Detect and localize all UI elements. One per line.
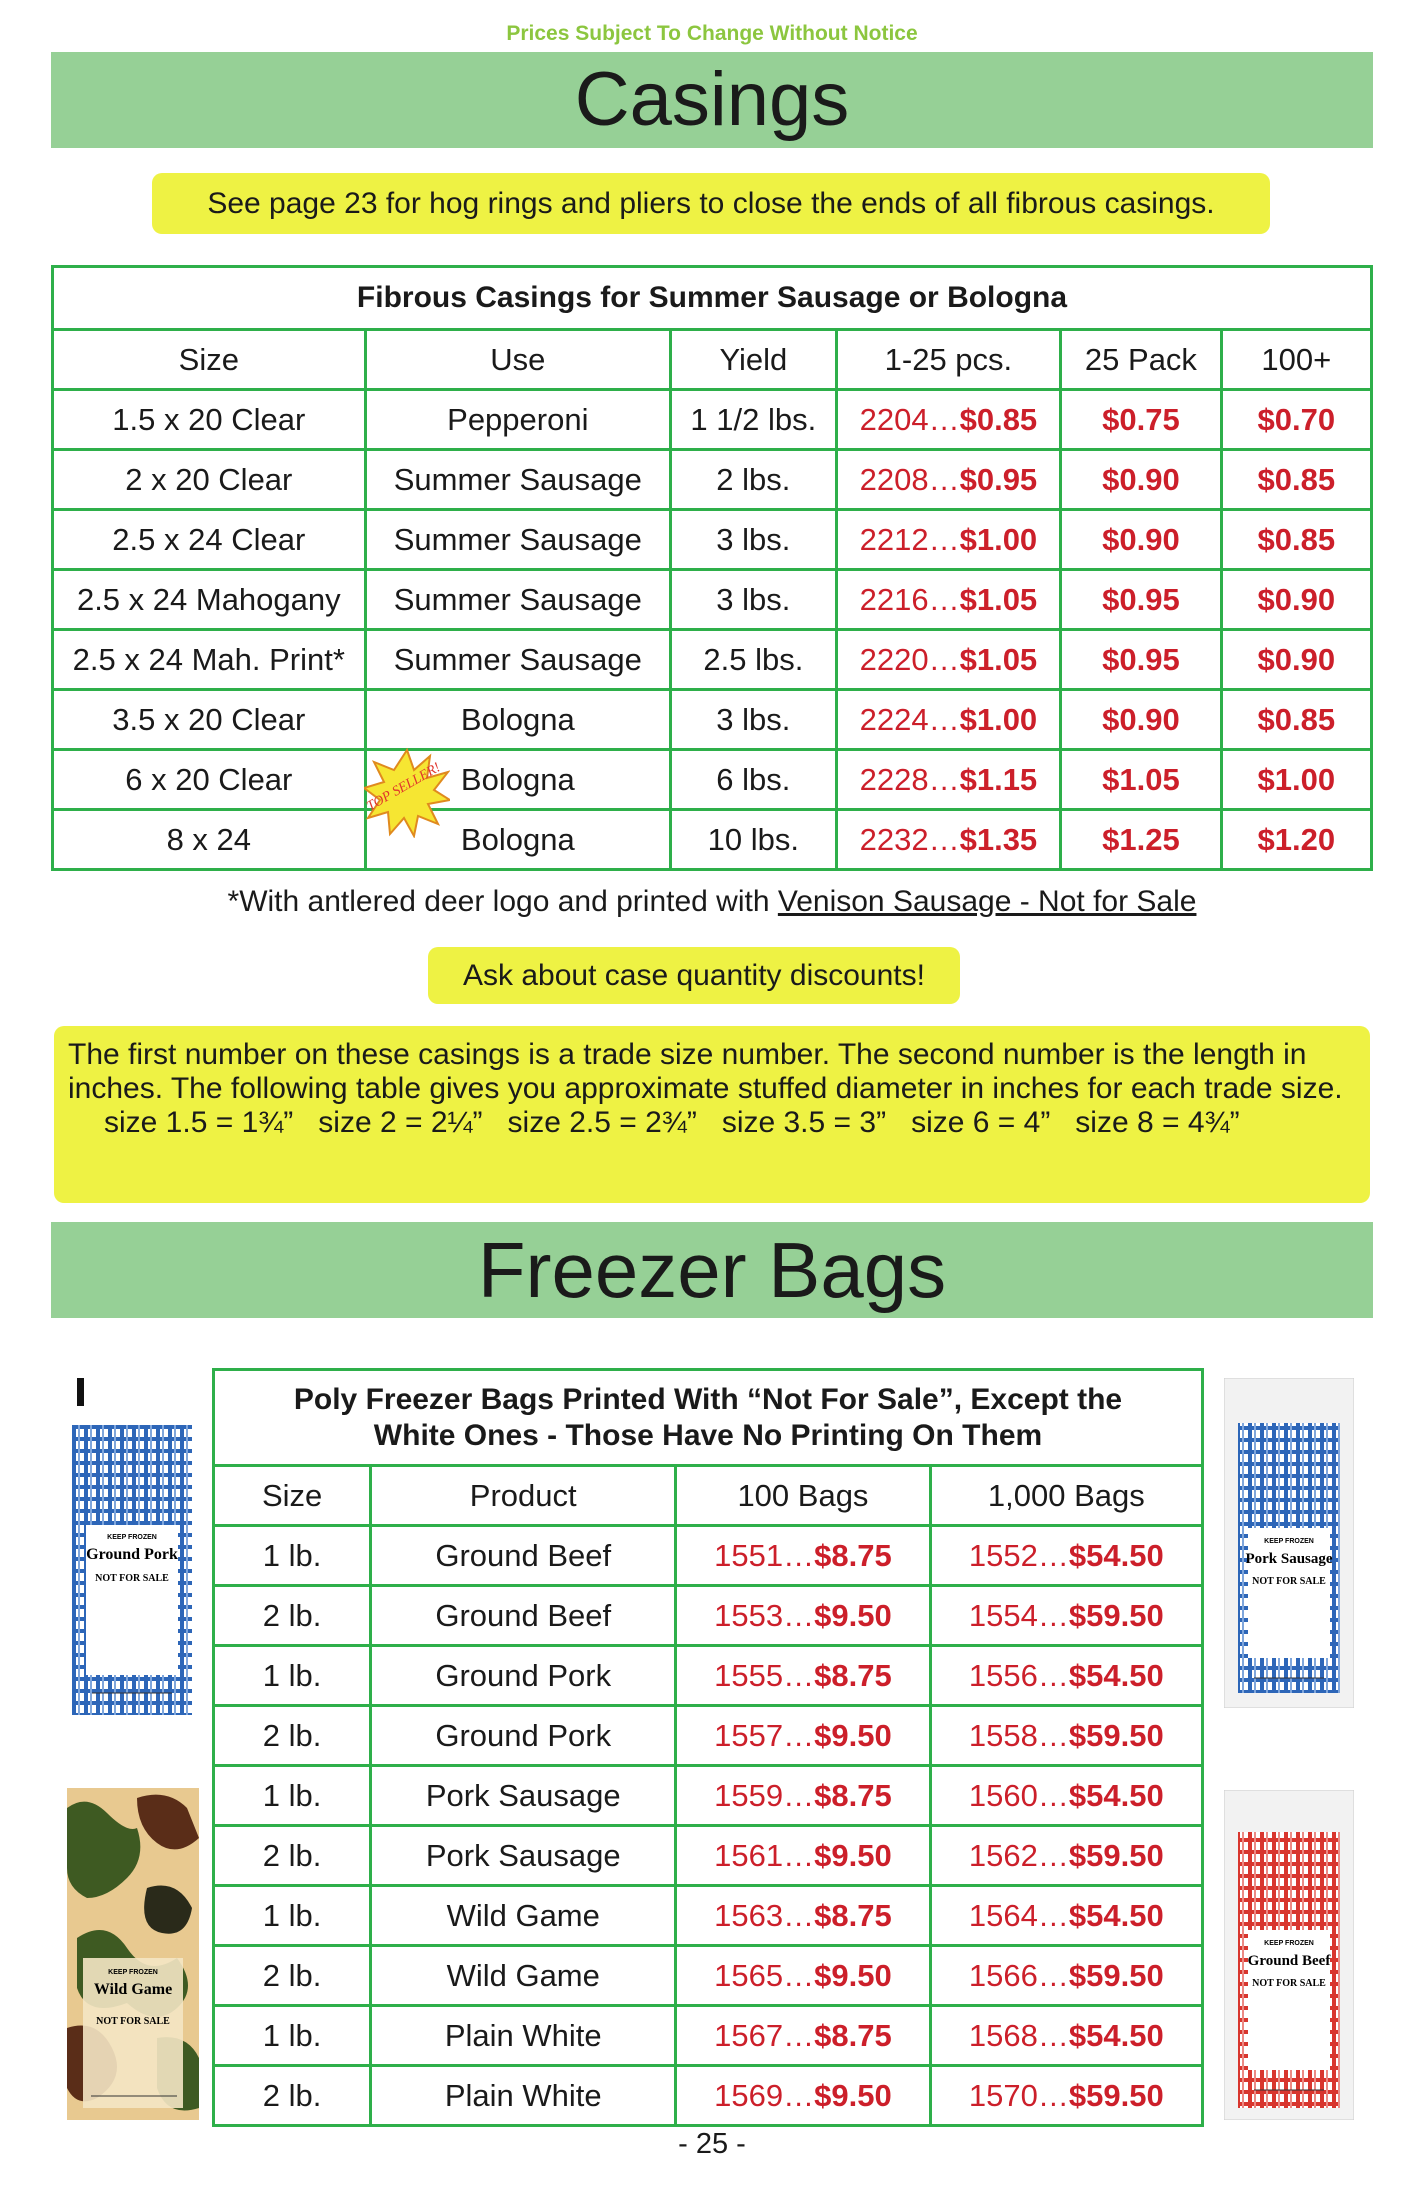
price-value: $1.15 <box>959 761 1038 797</box>
price-1000-bags <box>930 1586 1202 1646</box>
bag-product-label: Wild Game <box>93 1981 173 1998</box>
freezer-table-caption <box>214 1370 1203 1466</box>
not-for-sale-label: NOT FOR SALE <box>1252 1978 1326 1989</box>
casing-size: 8 x 24 <box>53 810 366 870</box>
casing-use: Pepperoni <box>365 390 670 450</box>
bag-product: Ground Beef <box>371 1586 676 1646</box>
price-value: $9.50 <box>814 1717 892 1753</box>
casing-use: Bologna <box>365 690 670 750</box>
leader-dots: … <box>928 401 960 437</box>
footnote-text: *With antlered deer logo and printed with <box>227 885 778 918</box>
freezer-table-caption-row <box>214 1370 1203 1466</box>
price-25-pack <box>1061 750 1222 810</box>
price-value: $0.85 <box>1257 701 1336 737</box>
price-1000-bags <box>930 2066 1202 2126</box>
price-value: $1.05 <box>1102 761 1180 797</box>
bag-size: 2 lb. <box>214 1946 371 2006</box>
price-1000-bags <box>930 2006 1202 2066</box>
price-100-bags <box>676 1706 930 1766</box>
casing-use: Summer Sausage <box>365 570 670 630</box>
price-value: $0.95 <box>1102 641 1180 677</box>
casing-yield: 3 lbs. <box>671 510 837 570</box>
casing-use: Bologna <box>365 810 670 870</box>
casing-yield: 3 lbs. <box>671 570 837 630</box>
bag-product: Plain White <box>371 2066 676 2126</box>
price-value: $1.05 <box>959 581 1038 617</box>
price-100-bags <box>676 2066 930 2126</box>
price-25-pack <box>1061 390 1222 450</box>
bag-product: Wild Game <box>371 1886 676 1946</box>
price-value: $59.50 <box>1068 1957 1164 1993</box>
bag-tick-mark <box>77 1378 84 1406</box>
item-number: 1561 <box>714 1837 784 1873</box>
casing-size: 3.5 x 20 Clear <box>53 690 366 750</box>
casing-yield: 2 lbs. <box>671 450 837 510</box>
price-100-plus <box>1221 690 1371 750</box>
price-100-bags <box>676 1886 930 1946</box>
item-number: 1562 <box>968 1837 1038 1873</box>
price-value: $54.50 <box>1068 1897 1164 1933</box>
leader-dots: … <box>928 521 960 557</box>
freezer-caption-line2: White Ones - Those Have No Printing On Them <box>373 1418 1043 1452</box>
price-1-25 <box>836 450 1061 510</box>
leader-dots: … <box>1037 1657 1069 1693</box>
keep-frozen-label: KEEP FROZEN <box>107 1534 157 1541</box>
top-seller-starburst-icon <box>364 748 450 838</box>
mahogany-print-footnote <box>0 885 1424 919</box>
leader-dots: … <box>783 1777 815 1813</box>
freezer-bags-table <box>212 1368 1204 2127</box>
bag-size: 1 lb. <box>214 2006 371 2066</box>
table-row <box>53 450 1372 510</box>
table-row <box>214 2066 1203 2126</box>
price-value: $0.95 <box>959 461 1038 497</box>
not-for-sale-label: NOT FOR SALE <box>1252 1576 1326 1587</box>
price-value: $1.35 <box>959 821 1038 857</box>
price-1-25 <box>836 390 1061 450</box>
price-1-25 <box>836 750 1061 810</box>
freezer-bags-banner: Freezer Bags <box>51 1222 1373 1318</box>
item-number: 2212 <box>859 521 929 557</box>
price-1000-bags <box>930 1826 1202 1886</box>
price-value: $54.50 <box>1068 1657 1164 1693</box>
price-100-plus <box>1221 630 1371 690</box>
casing-yield: 10 lbs. <box>671 810 837 870</box>
item-number: 1570 <box>968 2077 1038 2113</box>
price-25-pack <box>1061 690 1222 750</box>
column-header: Product <box>371 1466 676 1526</box>
casing-use: Summer Sausage <box>365 510 670 570</box>
table-row <box>53 510 1372 570</box>
leader-dots: … <box>783 1837 815 1873</box>
table-row <box>53 390 1372 450</box>
price-value: $0.75 <box>1102 401 1180 437</box>
price-value: $54.50 <box>1068 1537 1164 1573</box>
top-seller-label: TOP SELLER! <box>364 760 444 815</box>
casings-table-caption: Fibrous Casings for Summer Sausage or Bologna <box>53 267 1372 330</box>
table-row <box>214 2006 1203 2066</box>
item-number: 1553 <box>714 1597 784 1633</box>
price-1000-bags <box>930 1646 1202 1706</box>
leader-dots: … <box>928 461 960 497</box>
price-value: $0.95 <box>1102 581 1180 617</box>
price-value: $0.90 <box>1102 461 1180 497</box>
leader-dots: … <box>783 1957 815 1993</box>
leader-dots: … <box>928 821 960 857</box>
page-number: - 25 - <box>678 2128 746 2160</box>
price-value: $1.00 <box>959 521 1038 557</box>
case-discount-tip: Ask about case quantity discounts! <box>428 947 960 1004</box>
table-row <box>214 1886 1203 1946</box>
bag-product: Ground Beef <box>371 1526 676 1586</box>
bag-size: 1 lb. <box>214 1886 371 1946</box>
casing-use: Summer Sausage <box>365 630 670 690</box>
price-value: $1.05 <box>959 641 1038 677</box>
price-value: $8.75 <box>814 1777 892 1813</box>
item-number: 1564 <box>968 1897 1038 1933</box>
price-25-pack <box>1061 510 1222 570</box>
item-number: 2216 <box>859 581 929 617</box>
price-100-plus <box>1221 570 1371 630</box>
casing-size: 2.5 x 24 Mah. Print* <box>53 630 366 690</box>
table-row <box>214 1586 1203 1646</box>
casing-size: 6 x 20 Clear <box>53 750 366 810</box>
price-value: $0.85 <box>1257 521 1336 557</box>
leader-dots: … <box>1037 1537 1069 1573</box>
price-value: $59.50 <box>1068 1837 1164 1873</box>
item-number: 2228 <box>859 761 929 797</box>
item-number: 2224 <box>859 701 929 737</box>
casings-table <box>51 265 1373 871</box>
trade-size-list: size 1.5 = 1¾” size 2 = 2¼” size 2.5 = 2¾” size 3.5 = 3” size 6 = 4” size 8 = 4¾” <box>104 1106 1240 1139</box>
price-value: $9.50 <box>814 2077 892 2113</box>
price-100-bags <box>676 2006 930 2066</box>
trade-size-description: The first number on these casings is a trade size number. The second number is the length in inches. The following table gives you approximate stuffed diameter in inches for each trade size. <box>68 1038 1343 1105</box>
casing-size: 2 x 20 Clear <box>53 450 366 510</box>
bag-product: Plain White <box>371 2006 676 2066</box>
leader-dots: … <box>783 1897 815 1933</box>
item-number: 1558 <box>968 1717 1038 1753</box>
price-100-bags <box>676 1766 930 1826</box>
price-1000-bags <box>930 1946 1202 2006</box>
price-1000-bags <box>930 1886 1202 1946</box>
bag-product: Wild Game <box>371 1946 676 2006</box>
bag-product-label: Ground Beef <box>1247 1953 1331 1969</box>
item-number: 1554 <box>968 1597 1038 1633</box>
bag-size: 2 lb. <box>214 1706 371 1766</box>
price-100-plus <box>1221 390 1371 450</box>
item-number: 2220 <box>859 641 929 677</box>
price-value: $0.85 <box>959 401 1038 437</box>
price-value: $59.50 <box>1068 1597 1164 1633</box>
leader-dots: … <box>928 581 960 617</box>
table-row <box>214 1646 1203 1706</box>
price-100-bags <box>676 1586 930 1646</box>
ground-beef-bag-icon <box>1224 1790 1354 2120</box>
column-header: Size <box>214 1466 371 1526</box>
price-100-plus <box>1221 510 1371 570</box>
price-value: $8.75 <box>814 1897 892 1933</box>
keep-frozen-label: KEEP FROZEN <box>108 1969 158 1976</box>
casings-banner: Casings <box>51 52 1373 148</box>
leader-dots: … <box>928 641 960 677</box>
leader-dots: … <box>1037 1717 1069 1753</box>
table-row <box>214 1706 1203 1766</box>
price-100-bags <box>676 1646 930 1706</box>
leader-dots: … <box>1037 1777 1069 1813</box>
leader-dots: … <box>783 1537 815 1573</box>
footnote-underlined-text: Venison Sausage - Not for Sale <box>777 885 1197 918</box>
bag-size: 2 lb. <box>214 2066 371 2126</box>
item-number: 1551 <box>714 1537 784 1573</box>
leader-dots: … <box>1037 1897 1069 1933</box>
ground-pork-bag-icon <box>72 1425 192 1715</box>
price-100-plus <box>1221 450 1371 510</box>
bag-product-label: Pork Sausage <box>1245 1551 1333 1567</box>
table-row <box>53 630 1372 690</box>
casing-use: Summer Sausage <box>365 450 670 510</box>
price-100-bags <box>676 1946 930 2006</box>
price-value: $0.90 <box>1257 581 1336 617</box>
bag-product: Pork Sausage <box>371 1826 676 1886</box>
leader-dots: … <box>783 2077 815 2113</box>
table-row <box>53 690 1372 750</box>
price-1-25 <box>836 510 1061 570</box>
casing-yield: 6 lbs. <box>671 750 837 810</box>
price-1000-bags <box>930 1526 1202 1586</box>
leader-dots: … <box>1037 1957 1069 1993</box>
column-header: Use <box>365 330 670 390</box>
bag-product-label: Ground Pork <box>86 1546 178 1563</box>
table-row <box>214 1826 1203 1886</box>
bag-size: 2 lb. <box>214 1586 371 1646</box>
price-25-pack <box>1061 810 1222 870</box>
table-row <box>214 1946 1203 2006</box>
item-number: 1569 <box>714 2077 784 2113</box>
table-row <box>214 1766 1203 1826</box>
item-number: 1566 <box>968 1957 1038 1993</box>
item-number: 1565 <box>714 1957 784 1993</box>
price-value: $0.90 <box>1257 641 1336 677</box>
price-value: $54.50 <box>1068 1777 1164 1813</box>
leader-dots: … <box>783 1717 815 1753</box>
table-row <box>53 570 1372 630</box>
not-for-sale-label: NOT FOR SALE <box>95 1573 169 1584</box>
leader-dots: … <box>1037 2017 1069 2053</box>
item-number: 1556 <box>968 1657 1038 1693</box>
item-number: 1555 <box>714 1657 784 1693</box>
not-for-sale-label: NOT FOR SALE <box>96 2016 170 2027</box>
price-value: $9.50 <box>814 1957 892 1993</box>
price-value: $0.90 <box>1102 701 1180 737</box>
casing-size: 2.5 x 24 Clear <box>53 510 366 570</box>
item-number: 1552 <box>968 1537 1038 1573</box>
table-row <box>53 750 1372 810</box>
bag-product: Pork Sausage <box>371 1766 676 1826</box>
leader-dots: … <box>783 1597 815 1633</box>
price-1-25 <box>836 690 1061 750</box>
keep-frozen-label: KEEP FROZEN <box>1264 1940 1314 1947</box>
bag-size: 1 lb. <box>214 1766 371 1826</box>
price-value: $1.25 <box>1102 821 1180 857</box>
item-number: 2204 <box>859 401 929 437</box>
leader-dots: … <box>783 2017 815 2053</box>
price-value: $8.75 <box>814 2017 892 2053</box>
price-100-plus <box>1221 750 1371 810</box>
item-number: 1567 <box>714 2017 784 2053</box>
price-value: $59.50 <box>1068 2077 1164 2113</box>
price-100-plus <box>1221 810 1371 870</box>
casing-yield: 3 lbs. <box>671 690 837 750</box>
price-1-25 <box>836 570 1061 630</box>
leader-dots: … <box>1037 2077 1069 2113</box>
column-header: 100+ <box>1221 330 1371 390</box>
price-100-bags <box>676 1826 930 1886</box>
price-value: $1.20 <box>1257 821 1336 857</box>
casing-yield: 1 1/2 lbs. <box>671 390 837 450</box>
hog-ring-tip: See page 23 for hog rings and pliers to close the ends of all fibrous casings. <box>152 173 1270 234</box>
item-number: 2208 <box>859 461 929 497</box>
column-header: 1,000 Bags <box>930 1466 1202 1526</box>
keep-frozen-label: KEEP FROZEN <box>1264 1538 1314 1545</box>
column-header: 25 Pack <box>1061 330 1222 390</box>
price-25-pack <box>1061 630 1222 690</box>
item-number: 1557 <box>714 1717 784 1753</box>
casing-yield: 2.5 lbs. <box>671 630 837 690</box>
wild-game-bag-icon <box>67 1788 199 2120</box>
price-100-bags <box>676 1526 930 1586</box>
table-row <box>53 810 1372 870</box>
freezer-caption-line1: Poly Freezer Bags Printed With “Not For Sale”, Except the <box>293 1382 1123 1416</box>
column-header: 100 Bags <box>676 1466 930 1526</box>
leader-dots: … <box>928 761 960 797</box>
price-value: $0.70 <box>1257 401 1336 437</box>
price-value: $0.90 <box>1102 521 1180 557</box>
casing-size: 1.5 x 20 Clear <box>53 390 366 450</box>
item-number: 1560 <box>968 1777 1038 1813</box>
casing-use: Bologna <box>365 750 670 810</box>
price-25-pack <box>1061 570 1222 630</box>
item-number: 1559 <box>714 1777 784 1813</box>
item-number: 1568 <box>968 2017 1038 2053</box>
price-25-pack <box>1061 450 1222 510</box>
price-value: $1.00 <box>959 701 1038 737</box>
bag-product: Ground Pork <box>371 1706 676 1766</box>
price-1000-bags <box>930 1706 1202 1766</box>
item-number: 1563 <box>714 1897 784 1933</box>
trade-size-info <box>54 1026 1370 1203</box>
price-value: $59.50 <box>1068 1717 1164 1753</box>
freezer-table-header-row <box>214 1466 1203 1526</box>
price-value: $1.00 <box>1257 761 1336 797</box>
bag-size: 1 lb. <box>214 1646 371 1706</box>
price-value: $54.50 <box>1068 2017 1164 2053</box>
bag-product: Ground Pork <box>371 1646 676 1706</box>
price-value: $8.75 <box>814 1537 892 1573</box>
casing-size: 2.5 x 24 Mahogany <box>53 570 366 630</box>
price-notice: Prices Subject To Change Without Notice <box>506 22 918 45</box>
leader-dots: … <box>783 1657 815 1693</box>
leader-dots: … <box>928 701 960 737</box>
column-header: Yield <box>671 330 837 390</box>
price-value: $0.85 <box>1257 461 1336 497</box>
leader-dots: … <box>1037 1597 1069 1633</box>
casings-table-header-row <box>53 330 1372 390</box>
price-value: $9.50 <box>814 1837 892 1873</box>
price-value: $8.75 <box>814 1657 892 1693</box>
table-row <box>214 1526 1203 1586</box>
leader-dots: … <box>1037 1837 1069 1873</box>
column-header: Size <box>53 330 366 390</box>
price-1000-bags <box>930 1766 1202 1826</box>
price-1-25 <box>836 810 1061 870</box>
pork-sausage-bag-icon <box>1224 1378 1354 1708</box>
price-1-25 <box>836 630 1061 690</box>
casings-table-caption-row <box>53 267 1372 330</box>
bag-size: 2 lb. <box>214 1826 371 1886</box>
price-value: $9.50 <box>814 1597 892 1633</box>
item-number: 2232 <box>859 821 929 857</box>
bag-size: 1 lb. <box>214 1526 371 1586</box>
column-header: 1-25 pcs. <box>836 330 1061 390</box>
